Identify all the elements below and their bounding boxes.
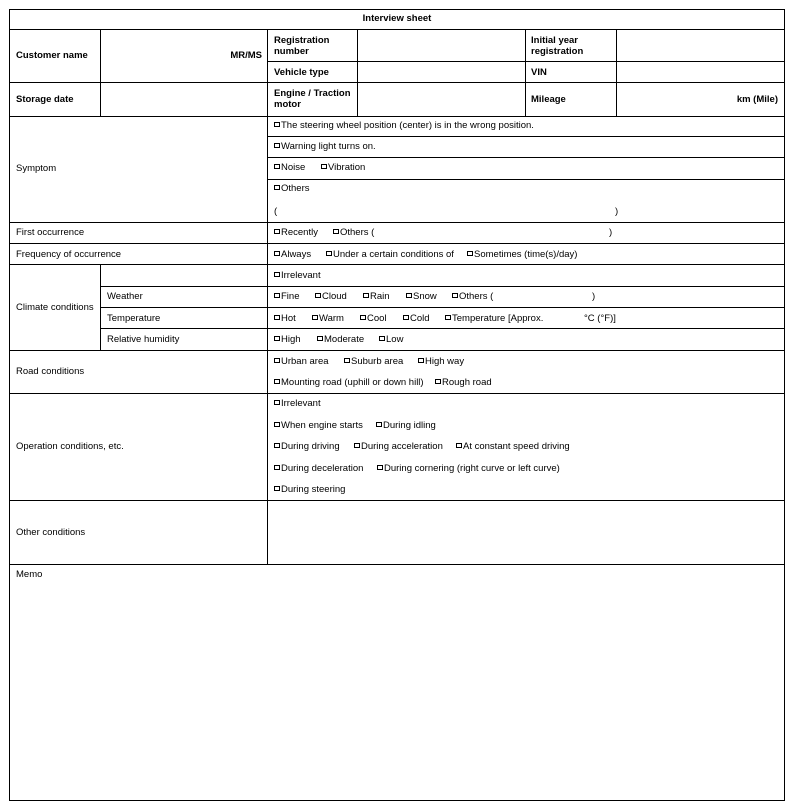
operation-label: Operation conditions, etc. bbox=[16, 441, 124, 452]
weather-label: Weather bbox=[107, 291, 143, 302]
vehicle-type-label: Vehicle type bbox=[274, 67, 329, 78]
checkbox-icon bbox=[354, 443, 360, 448]
option-label: At constant speed driving bbox=[463, 441, 570, 452]
option-urban[interactable] bbox=[274, 356, 329, 367]
sheet-title: Interview sheet bbox=[362, 13, 432, 24]
checkbox-icon bbox=[326, 251, 332, 256]
rule bbox=[100, 286, 785, 287]
symptom-label: Symptom bbox=[16, 163, 57, 174]
rule bbox=[267, 136, 785, 137]
checkbox-icon bbox=[452, 293, 458, 298]
climate-label: Climate conditions bbox=[16, 302, 94, 313]
option-label: Noise bbox=[281, 162, 306, 173]
option-label: Temperature [Approx. bbox=[452, 313, 544, 324]
option-cornering[interactable] bbox=[377, 463, 560, 474]
paren-open: ( bbox=[274, 206, 278, 217]
option-warm[interactable] bbox=[312, 313, 344, 324]
other-conditions-label: Other conditions bbox=[16, 527, 86, 538]
rule bbox=[616, 29, 617, 117]
option-label: Others ( bbox=[340, 227, 375, 238]
option-vibration[interactable] bbox=[321, 162, 365, 173]
option-label: Fine bbox=[281, 291, 300, 302]
checkbox-icon bbox=[321, 164, 327, 169]
option-label: The steering wheel position (center) is in the wrong position. bbox=[281, 120, 534, 131]
option-label: Others bbox=[281, 183, 310, 194]
rule bbox=[9, 243, 785, 244]
option-label: Warm bbox=[319, 313, 344, 324]
checkbox-icon bbox=[363, 293, 369, 298]
option-weather-others[interactable] bbox=[452, 291, 493, 302]
checkbox-icon bbox=[379, 336, 385, 341]
rule bbox=[9, 350, 785, 351]
rule bbox=[9, 222, 785, 223]
option-mounting-road[interactable] bbox=[274, 377, 424, 388]
option-deceleration[interactable] bbox=[274, 463, 363, 474]
option-label: Mounting road (uphill or down hill) bbox=[281, 377, 424, 388]
checkbox-icon bbox=[418, 358, 424, 363]
vin-label: VIN bbox=[531, 67, 547, 78]
rule bbox=[100, 264, 101, 351]
checkbox-icon bbox=[445, 315, 451, 320]
option-suburb[interactable] bbox=[344, 356, 403, 367]
option-label: When engine starts bbox=[281, 420, 363, 431]
rule bbox=[100, 328, 785, 329]
option-snow[interactable] bbox=[406, 291, 437, 302]
checkbox-icon bbox=[376, 422, 382, 427]
engine-label: Engine / Traction motor bbox=[274, 88, 351, 110]
option-label: Cool bbox=[367, 313, 387, 324]
border-bottom bbox=[9, 800, 785, 801]
option-label: Snow bbox=[413, 291, 437, 302]
checkbox-icon bbox=[274, 122, 280, 127]
checkbox-icon bbox=[274, 443, 280, 448]
option-steering[interactable] bbox=[274, 484, 345, 495]
checkbox-icon bbox=[274, 315, 280, 320]
temperature-label: Temperature bbox=[107, 313, 161, 324]
checkbox-icon bbox=[333, 229, 339, 234]
option-moderate[interactable] bbox=[317, 334, 364, 345]
option-label: Irrelevant bbox=[281, 270, 321, 281]
border-top bbox=[9, 9, 785, 10]
option-label: Cloud bbox=[322, 291, 347, 302]
option-noise[interactable] bbox=[274, 162, 305, 173]
option-label: During cornering (right curve or left curve) bbox=[384, 463, 560, 474]
option-label: Cold bbox=[410, 313, 430, 324]
rule bbox=[9, 264, 785, 265]
option-label: Always bbox=[281, 249, 312, 260]
rule bbox=[9, 82, 785, 83]
checkbox-icon bbox=[274, 143, 280, 148]
option-always[interactable] bbox=[274, 249, 311, 260]
customer-suffix: MR/MS bbox=[230, 50, 262, 61]
option-cool[interactable] bbox=[360, 313, 387, 324]
paren-close: ) bbox=[609, 227, 613, 238]
option-rain[interactable] bbox=[363, 291, 390, 302]
checkbox-icon bbox=[274, 465, 280, 470]
option-label: High way bbox=[425, 356, 465, 367]
rule bbox=[267, 157, 785, 158]
checkbox-icon bbox=[377, 465, 383, 470]
checkbox-icon bbox=[312, 315, 318, 320]
option-label: Vibration bbox=[328, 162, 366, 173]
option-high[interactable] bbox=[274, 334, 301, 345]
option-warning-light[interactable] bbox=[274, 141, 376, 152]
option-label: Others ( bbox=[459, 291, 494, 302]
rule bbox=[100, 307, 785, 308]
option-recently[interactable] bbox=[274, 227, 318, 238]
option-label: During idling bbox=[383, 420, 436, 431]
road-label: Road conditions bbox=[16, 366, 85, 377]
option-steering-position[interactable] bbox=[274, 120, 534, 131]
checkbox-icon bbox=[317, 336, 323, 341]
storage-date-label: Storage date bbox=[16, 94, 74, 105]
option-label: Moderate bbox=[324, 334, 365, 345]
checkbox-icon bbox=[274, 251, 280, 256]
option-certain-conditions[interactable] bbox=[326, 249, 454, 260]
paren-close: ) bbox=[615, 206, 619, 217]
checkbox-icon bbox=[274, 272, 280, 277]
option-hot[interactable] bbox=[274, 313, 296, 324]
customer-name-label: Customer name bbox=[16, 50, 88, 61]
option-label: During driving bbox=[281, 441, 340, 452]
rule bbox=[9, 500, 785, 501]
option-label: During deceleration bbox=[281, 463, 364, 474]
option-idling[interactable] bbox=[376, 420, 436, 431]
checkbox-icon bbox=[403, 315, 409, 320]
rule bbox=[9, 393, 785, 394]
checkbox-icon bbox=[435, 379, 441, 384]
option-label: Rain bbox=[370, 291, 390, 302]
option-label: Irrelevant bbox=[281, 398, 321, 409]
checkbox-icon bbox=[274, 293, 280, 298]
mileage-label: Mileage bbox=[531, 94, 566, 105]
border-right bbox=[784, 9, 785, 801]
rule bbox=[9, 29, 785, 30]
checkbox-icon bbox=[274, 400, 280, 405]
registration-number-label: Registration number bbox=[274, 35, 330, 57]
checkbox-icon bbox=[315, 293, 321, 298]
option-cloud[interactable] bbox=[315, 291, 347, 302]
rule bbox=[267, 61, 785, 62]
option-label: Rough road bbox=[442, 377, 492, 388]
checkbox-icon bbox=[274, 229, 280, 234]
option-label: During steering bbox=[281, 484, 346, 495]
option-label: Warning light turns on. bbox=[281, 141, 376, 152]
option-label: Low bbox=[386, 334, 404, 345]
checkbox-icon bbox=[274, 336, 280, 341]
rule bbox=[100, 29, 101, 117]
paren-close: ) bbox=[592, 291, 596, 302]
option-low[interactable] bbox=[379, 334, 403, 345]
checkbox-icon bbox=[274, 358, 280, 363]
checkbox-icon bbox=[274, 185, 280, 190]
option-climate-irrelevant[interactable] bbox=[274, 270, 321, 281]
checkbox-icon bbox=[360, 315, 366, 320]
option-symptom-others[interactable] bbox=[274, 183, 310, 194]
checkbox-icon bbox=[274, 164, 280, 169]
option-label: During acceleration bbox=[361, 441, 443, 452]
option-label: High bbox=[281, 334, 301, 345]
option-driving[interactable] bbox=[274, 441, 340, 452]
humidity-label: Relative humidity bbox=[107, 334, 180, 345]
option-first-others[interactable] bbox=[333, 227, 374, 238]
option-acceleration[interactable] bbox=[354, 441, 443, 452]
checkbox-icon bbox=[274, 486, 280, 491]
option-label: Under a certain conditions of bbox=[333, 249, 454, 260]
option-label: Urban area bbox=[281, 356, 329, 367]
option-label: Sometimes (time(s)/day) bbox=[474, 249, 578, 260]
option-rough-road[interactable] bbox=[435, 377, 492, 388]
checkbox-icon bbox=[456, 443, 462, 448]
rule bbox=[357, 29, 358, 117]
checkbox-icon bbox=[274, 422, 280, 427]
option-temperature-approx[interactable] bbox=[445, 313, 543, 324]
first-occurrence-label: First occurrence bbox=[16, 227, 85, 238]
option-label: Suburb area bbox=[351, 356, 404, 367]
checkbox-icon bbox=[274, 379, 280, 384]
border-left bbox=[9, 9, 10, 801]
option-label: Hot bbox=[281, 313, 296, 324]
option-label: Recently bbox=[281, 227, 318, 238]
option-engine-starts[interactable] bbox=[274, 420, 363, 431]
rule bbox=[267, 29, 268, 565]
frequency-label: Frequency of occurrence bbox=[16, 249, 122, 260]
rule bbox=[525, 29, 526, 117]
checkbox-icon bbox=[344, 358, 350, 363]
mileage-unit: km (Mile) bbox=[736, 94, 778, 105]
temperature-unit: °C (°F)] bbox=[584, 313, 616, 324]
checkbox-icon bbox=[406, 293, 412, 298]
rule bbox=[9, 116, 785, 117]
option-highway[interactable] bbox=[418, 356, 464, 367]
option-fine[interactable] bbox=[274, 291, 299, 302]
option-sometimes[interactable] bbox=[467, 249, 577, 260]
rule bbox=[9, 564, 785, 565]
option-operation-irrelevant[interactable] bbox=[274, 398, 321, 409]
option-cold[interactable] bbox=[403, 313, 430, 324]
initial-year-label: Initial year registration bbox=[531, 35, 584, 57]
checkbox-icon bbox=[467, 251, 473, 256]
memo-label: Memo bbox=[16, 569, 43, 580]
rule bbox=[267, 179, 785, 180]
option-constant-speed[interactable] bbox=[456, 441, 570, 452]
